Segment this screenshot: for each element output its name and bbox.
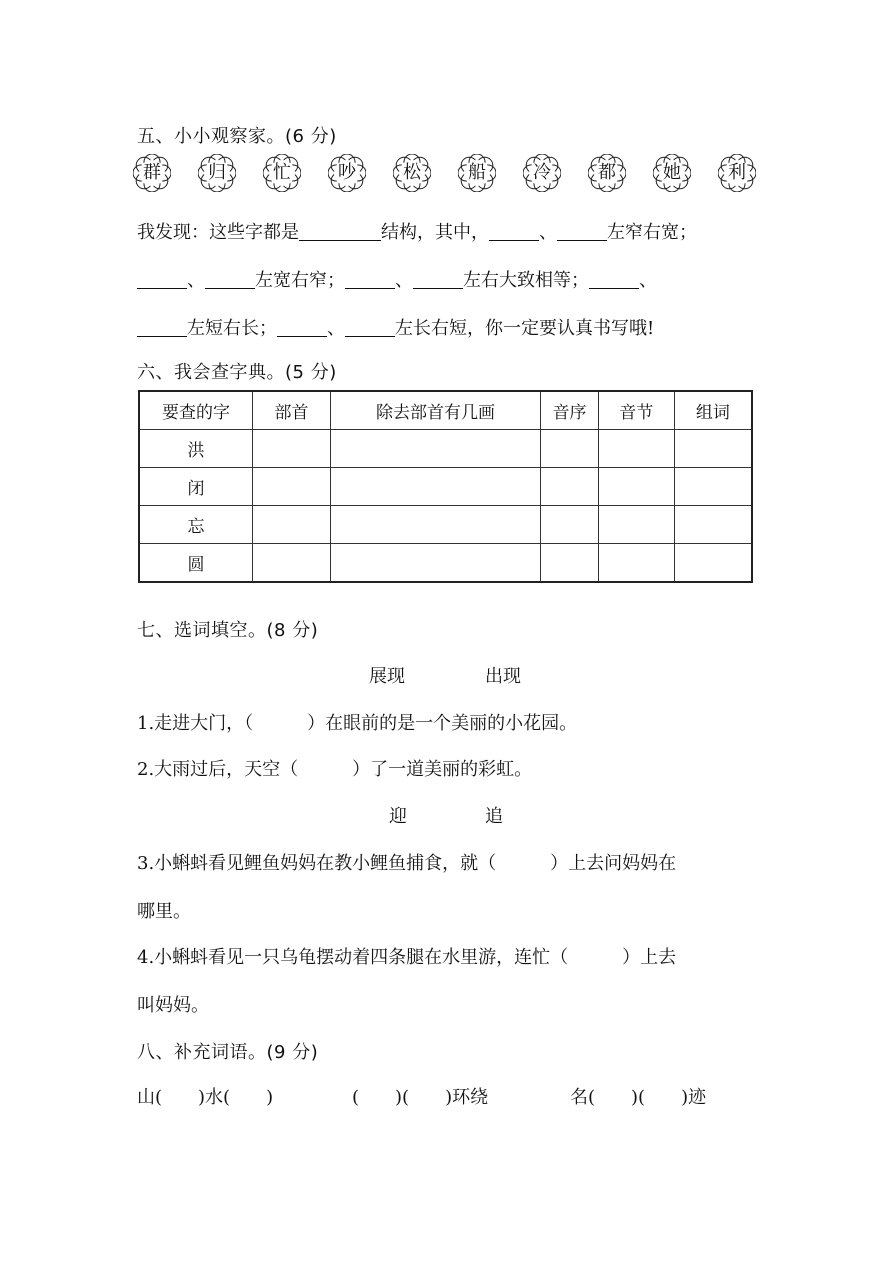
- word-choice: 迎: [389, 806, 407, 827]
- table-cell[interactable]: [253, 505, 331, 543]
- table-cell[interactable]: [541, 468, 599, 506]
- table-cell[interactable]: [253, 468, 331, 506]
- table-header: 除去部首有几画: [330, 391, 540, 430]
- table-cell[interactable]: [598, 505, 674, 543]
- table-cell[interactable]: [330, 505, 540, 543]
- table-row: [139, 543, 752, 582]
- character-label: 忙: [273, 162, 291, 183]
- idiom-item: 名( )( )迹: [570, 1087, 707, 1108]
- flower-character-badge: [263, 154, 301, 192]
- question-3-cont: 哪里。: [137, 901, 191, 922]
- idiom-item: ( )( )环绕: [352, 1087, 489, 1108]
- section8-title: 八、补充词语。(9 分): [137, 1042, 319, 1063]
- table-cell[interactable]: [674, 430, 752, 468]
- answer-blank[interactable]: [557, 222, 607, 241]
- flower-character-badge: [653, 154, 691, 192]
- table-cell[interactable]: [674, 543, 752, 582]
- table-row: [139, 430, 752, 468]
- separator: 、: [187, 270, 205, 291]
- section7-title: 七、选词填空。(8 分): [137, 620, 319, 641]
- word-choice: 追: [485, 806, 503, 827]
- table-cell[interactable]: [598, 430, 674, 468]
- character-label: 都: [598, 162, 616, 183]
- flower-character-badge: [588, 154, 626, 192]
- question-2: 2.大雨过后，天空（ ）了一道美丽的彩虹。: [137, 759, 533, 780]
- character-label: 船: [468, 162, 486, 183]
- table-cell-char: 洪: [139, 430, 253, 468]
- answer-blank[interactable]: [205, 270, 255, 289]
- table-cell-char: 闭: [139, 468, 253, 506]
- table-cell[interactable]: [330, 430, 540, 468]
- table-cell[interactable]: [541, 505, 599, 543]
- table-cell[interactable]: [330, 468, 540, 506]
- question-1: 1.走进大门，（ ）在眼前的是一个美丽的小花园。: [137, 713, 578, 734]
- answer-blank[interactable]: [137, 318, 187, 337]
- table-header: 组词: [674, 391, 752, 430]
- table-cell[interactable]: [674, 505, 752, 543]
- character-label: 吵: [338, 162, 356, 183]
- character-label: 归: [208, 162, 226, 183]
- idiom-item: 山( )水( ): [137, 1087, 274, 1108]
- character-flower-row: [133, 154, 763, 194]
- table-row: [139, 505, 752, 543]
- word-choice: 出现: [485, 666, 521, 687]
- separator: 、: [395, 270, 413, 291]
- table-header-row: [139, 391, 752, 430]
- line1-text-c: 左窄右宽；: [607, 222, 697, 243]
- answer-blank[interactable]: [589, 270, 639, 289]
- flower-character-badge: [328, 154, 366, 192]
- separator: 、: [327, 318, 345, 339]
- answer-blank[interactable]: [137, 270, 187, 289]
- table-header: 音节: [598, 391, 674, 430]
- word-choice: 展现: [369, 666, 405, 687]
- line1-text-a: 我发现：这些字都是: [137, 222, 299, 243]
- table-cell[interactable]: [674, 468, 752, 506]
- table-cell[interactable]: [541, 543, 599, 582]
- character-label: 松: [403, 162, 421, 183]
- table-cell-char: 忘: [139, 505, 253, 543]
- question-3: 3.小蝌蚪看见鲤鱼妈妈在教小鲤鱼捕食，就（ ）上去问妈妈在: [137, 853, 677, 874]
- flower-character-badge: [458, 154, 496, 192]
- flower-character-badge: [718, 154, 756, 192]
- section5-title: 五、小小观察家。(6 分): [137, 126, 337, 147]
- character-label: 利: [728, 162, 746, 183]
- table-row: [139, 468, 752, 506]
- section6-title: 六、我会查字典。(5 分): [137, 362, 337, 383]
- table-cell[interactable]: [541, 430, 599, 468]
- character-label: 群: [143, 162, 161, 183]
- answer-blank[interactable]: [299, 222, 381, 241]
- section5-line2: [137, 266, 657, 292]
- question-4-cont: 叫妈妈。: [137, 995, 209, 1016]
- table-header: 要查的字: [139, 391, 253, 430]
- flower-character-badge: [523, 154, 561, 192]
- answer-blank[interactable]: [413, 270, 463, 289]
- table-cell[interactable]: [330, 543, 540, 582]
- section5-line1: [137, 218, 697, 244]
- table-cell-char: 圆: [139, 543, 253, 582]
- character-label: 她: [663, 162, 681, 183]
- line2-text-a: 左宽右窄；: [255, 270, 345, 291]
- question-4: 4.小蝌蚪看见一只乌龟摆动着四条腿在水里游，连忙（ ）上去: [137, 947, 677, 968]
- table-header: 部首: [253, 391, 331, 430]
- line3-text-b: 左长右短，你一定要认真书写哦!: [395, 318, 655, 339]
- answer-blank[interactable]: [345, 318, 395, 337]
- character-label: 冷: [533, 162, 551, 183]
- flower-character-badge: [133, 154, 171, 192]
- table-cell[interactable]: [598, 468, 674, 506]
- answer-blank[interactable]: [277, 318, 327, 337]
- answer-blank[interactable]: [489, 222, 539, 241]
- flower-character-badge: [393, 154, 431, 192]
- dictionary-table: [138, 390, 753, 583]
- table-cell[interactable]: [253, 543, 331, 582]
- separator: 、: [539, 222, 557, 243]
- table-cell[interactable]: [253, 430, 331, 468]
- line1-text-b: 结构，其中，: [381, 222, 489, 243]
- section5-line3: [137, 314, 654, 340]
- table-cell[interactable]: [598, 543, 674, 582]
- separator: 、: [639, 270, 657, 291]
- line2-text-b: 左右大致相等；: [463, 270, 589, 291]
- table-header: 音序: [541, 391, 599, 430]
- line3-text-a: 左短右长；: [187, 318, 277, 339]
- flower-character-badge: [198, 154, 236, 192]
- answer-blank[interactable]: [345, 270, 395, 289]
